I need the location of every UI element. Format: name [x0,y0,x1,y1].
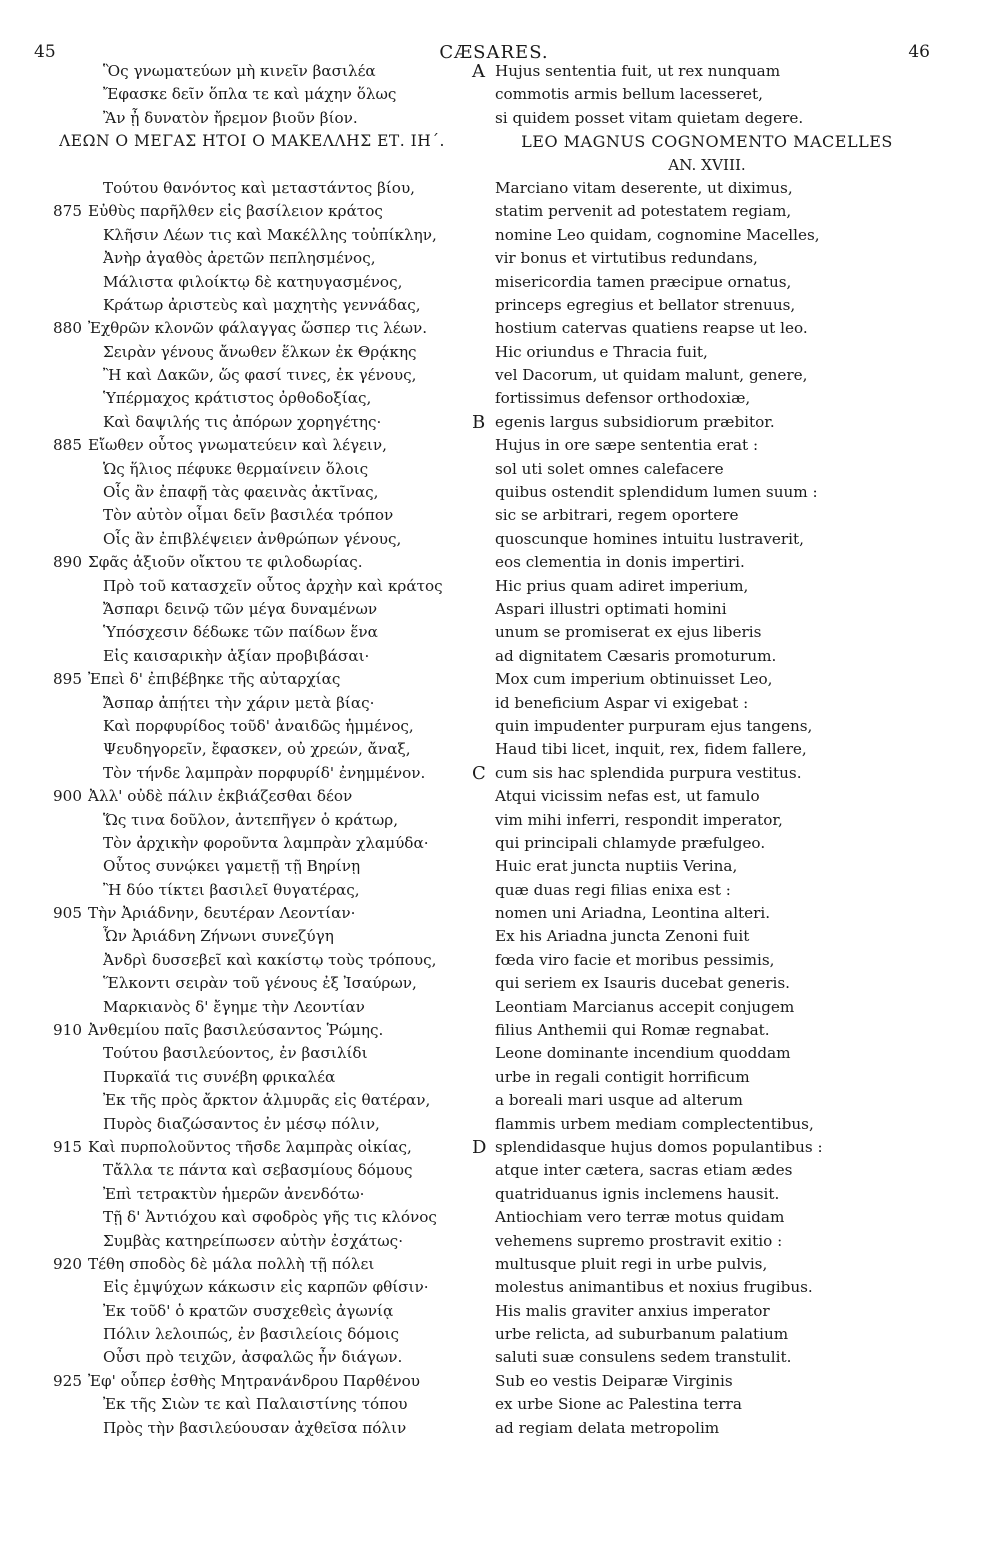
verse-number: 895 [53,670,82,689]
latin-verse-line [472,434,942,457]
latin-verse-text: Marciano vitam deserente, ut diximus, [495,178,793,197]
greek-verse-text: Ἐκ τῆς πρὸς ἄρκτον ἁλμυρᾶς εἰς θατέραν, [103,1091,431,1110]
greek-intro-line [32,60,472,83]
greek-verse-line [32,1042,472,1065]
greek-verse-line [32,387,472,410]
latin-verse-line [472,247,942,270]
greek-verse-text: Ἐκ τῆς Σιὼν τε καὶ Παλαιστίνης τόπου [103,1395,408,1414]
latin-verse-text: qui seriem ex Isauris ducebat generis. [495,974,790,993]
greek-verse-line [32,621,472,644]
greek-verse-line [32,1230,472,1253]
greek-verse-line [32,481,472,504]
greek-verse-line [32,411,472,434]
greek-verse-line [32,832,472,855]
latin-section-title-row [472,130,942,153]
greek-verse-line [32,1417,472,1440]
greek-verse-text: Σφᾶς ἀξιοῦν οἴκτου τε φιλοδωρίας. [88,553,363,572]
latin-verse-line [472,972,942,995]
latin-verse-line [472,1089,942,1112]
latin-verse-line [472,715,942,738]
margin-letter: B [472,411,486,433]
latin-verse-text: Huic erat juncta nuptiis Verina, [495,857,738,876]
verse-number: 890 [53,553,82,572]
greek-verse-line [32,949,472,972]
latin-verse-line [472,1393,942,1416]
latin-verse-line [472,832,942,855]
latin-verse-text: urbe in regali contigit horrificum [495,1067,750,1086]
latin-verse-line [472,1042,942,1065]
latin-verse-text: Antiochiam vero terræ motus quidam [495,1208,785,1227]
greek-verse-line [32,925,472,948]
latin-verse-line [472,645,942,668]
latin-verse-text: saluti suæ consulens sedem transtulit. [495,1348,792,1367]
latin-verse-line [472,551,942,574]
latin-verse-text: Ex his Ariadna juncta Zenoni fuit [495,927,750,946]
greek-verse-text: Ὡς ἥλιος πέφυκε θερμαίνειν ὅλοις [103,459,369,478]
greek-verse-line [32,504,472,527]
page-number-right: 46 [908,42,930,62]
latin-verse-line [472,785,942,808]
latin-verse-line [472,364,942,387]
latin-verse-text: id beneficium Aspar vi exigebat : [495,693,749,712]
latin-verse-line [472,809,942,832]
latin-verse-text: Hic prius quam adiret imperium, [495,576,749,595]
latin-verse-text: commotis armis bellum lacesseret, [495,85,763,104]
greek-verse-text: Ὃς γνωματεύων μὴ κινεῖν βασιλέα [103,62,376,80]
latin-verse-line [472,1113,942,1136]
greek-verse-text: Εἴωθεν οὗτος γνωματεύειν καὶ λέγειν, [88,436,387,455]
greek-verse-text: Τούτου θανόντος καὶ μεταστάντος βίου, [103,178,416,197]
greek-verse-line [32,434,472,457]
latin-verse-line [472,271,942,294]
latin-verse-text: quoscunque homines intuitu lustraverit, [495,529,804,548]
greek-verse-text: Τούτου βασιλεύοντος, ἐν βασιλίδι [103,1044,368,1063]
latin-verse-text: Mox cum imperium obtinuisset Leo, [495,670,773,689]
greek-verse-text: Τέθη σποδὸς δὲ μάλα πολλὴ τῇ πόλει [88,1254,375,1273]
latin-verse-line [472,200,942,223]
greek-verse-line [32,1136,472,1159]
latin-verse-line [472,458,942,481]
latin-verse-text: si quidem posset vitam quietam degere. [495,108,804,127]
latin-verse-text: vir bonus et virtutibus redundans, [495,249,758,268]
latin-verse-text: sic se arbitrari, regem oportere [495,506,739,525]
greek-verse-text: Οὖσι πρὸ τειχῶν, ἀσφαλῶς ἦν διάγων. [103,1348,403,1367]
greek-verse-line [32,762,472,785]
verse-number: 910 [53,1021,82,1040]
latin-verse-line [472,1370,942,1393]
latin-verse-text: ex urbe Sione ac Palestina terra [495,1395,742,1414]
greek-verse-text: Ἢ καὶ Δακῶν, ὥς φασί τινες, ἐκ γένους, [103,366,417,385]
greek-verse-text: Ἐκ τοῦδ' ὁ κρατῶν συσχεθεὶς ἀγωνίᾳ [103,1301,394,1320]
latin-intro-line [472,83,942,106]
margin-letter: C [472,762,486,784]
greek-verse-text: Ἔφασκε δεῖν ὅπλα τε καὶ μάχην ὅλως [103,85,397,104]
latin-verse-line [472,294,942,317]
greek-verse-text: Ἀνθεμίου παῖς βασιλεύσαντος Ῥώμης. [88,1021,384,1040]
latin-verse-text: Leontiam Marcianus accepit conjugem [495,997,795,1016]
greek-verse-line [32,1393,472,1416]
verse-number: 915 [53,1137,82,1156]
greek-verse-text: Καὶ πορφυρίδος τοῦδ' ἀναιδῶς ἡμμένος, [103,716,414,735]
latin-section-title: LEO MAGNUS COGNOMENTO MACELLES [521,132,893,152]
latin-verse-text: splendidasque hujus domos populantibus : [495,1137,823,1156]
greek-verse-text: Ἐπεὶ δ' ἐπιβέβηκε τῆς αὐταρχίας [88,670,341,689]
latin-verse-text: multusque pluit regi in urbe pulvis, [495,1254,768,1273]
latin-verse-line [472,949,942,972]
latin-verse-line [472,621,942,644]
greek-column [32,60,472,1440]
greek-verse-line [32,317,472,340]
greek-verse-text: Πόλιν λελοιπώς, ἐν βασιλείοις δόμοις [103,1325,399,1344]
greek-verse-line [32,1113,472,1136]
greek-verse-line [32,341,472,364]
latin-verse-text: vehemens supremo prostravit exitio : [495,1231,783,1250]
latin-intro-line [472,107,942,130]
greek-verse-line [32,224,472,247]
greek-verse-text: Κλῆσιν Λέων τις καὶ Μακέλλης τοὐπίκλην, [103,225,437,244]
latin-verse-text: Hujus sententia fuit, ut rex nunquam [495,62,781,80]
latin-verse-text: quæ duas regi filias enixa est : [495,880,731,899]
greek-verse-text: Ἐφ' οὗπερ ἐσθὴς Μητρανάνδρου Παρθένου [88,1371,420,1390]
verse-number: 885 [53,436,82,455]
greek-verse-line [32,551,472,574]
latin-verse-line [472,317,942,340]
latin-verse-line [472,224,942,247]
greek-verse-line [32,528,472,551]
latin-verse-text: nomen uni Ariadna, Leontina alteri. [495,904,771,923]
latin-verse-line [472,341,942,364]
latin-column [472,60,942,1440]
latin-verse-text: quibus ostendit splendidum lumen suum : [495,483,818,502]
latin-verse-line [472,504,942,527]
greek-verse-line [32,1300,472,1323]
greek-verse-line [32,271,472,294]
latin-verse-text: molestus animantibus et noxius frugibus. [495,1278,813,1297]
verse-number: 880 [53,319,82,338]
greek-verse-line [32,458,472,481]
greek-verse-text: Ἀνὴρ ἀγαθὸς ἀρετῶν πεπλησμένος, [103,249,376,268]
greek-verse-text: Ἐχθρῶν κλονῶν φάλαγγας ὥσπερ τις λέων. [88,319,428,338]
latin-section-subtitle: AN. XVIII. [668,155,746,174]
page-number-left: 45 [34,42,56,62]
greek-verse-line [32,1066,472,1089]
latin-verse-line [472,902,942,925]
greek-verse-text: Εἰς ἐμψύχων κάκωσιν εἰς καρπῶν φθίσιν· [103,1278,429,1297]
greek-verse-line [32,855,472,878]
latin-verse-text: urbe relicta, ad suburbanum palatium [495,1325,789,1344]
latin-verse-line [472,1417,942,1440]
greek-verse-text: Οἷς ἂν ἐπαφῇ τὰς φαεινὰς ἀκτῖνας, [103,483,379,502]
latin-intro-line [472,60,942,83]
latin-verse-line [472,1019,942,1042]
greek-verse-text: Ἀλλ' οὐδὲ πάλιν ἐκβιάζεσθαι δέον [88,787,353,806]
greek-verse-line [32,1159,472,1182]
greek-verse-text: Οὗτος συνῴκει γαμετῇ τῇ Βηρίνῃ [103,857,361,876]
greek-verse-text: Τἄλλα τε πάντα καὶ σεβασμίους δόμους [103,1161,413,1180]
latin-verse-text: quin impudenter purpuram ejus tangens, [495,716,813,735]
greek-verse-line [32,1183,472,1206]
greek-verse-line [32,996,472,1019]
latin-verse-line [472,762,942,785]
greek-verse-line [32,1346,472,1369]
greek-verse-text: Πυρκαϊά τις συνέβη φρικαλέα [103,1067,336,1086]
latin-verse-text: hostium catervas quatiens reapse ut leo. [495,319,808,338]
latin-verse-line [472,1206,942,1229]
latin-verse-text: statim pervenit ad potestatem regiam, [495,202,792,221]
greek-verse-line [32,1323,472,1346]
latin-verse-text: filius Anthemii qui Romæ regnabat. [495,1021,770,1040]
greek-verse-text: Πρὸς τὴν βασιλεύουσαν ἀχθεῖσα πόλιν [103,1418,407,1437]
latin-verse-text: vel Dacorum, ut quidam malunt, genere, [495,366,808,385]
latin-verse-text: flammis urbem mediam complectentibus, [495,1114,814,1133]
verse-number: 920 [53,1254,82,1273]
margin-letter: D [472,1136,487,1158]
greek-verse-line [32,902,472,925]
greek-verse-text: Εὐθὺς παρῆλθεν εἰς βασίλειον κράτος [88,202,383,221]
greek-verse-text: Ὥς τινα δοῦλον, ἀντεπῆγεν ὁ κράτωρ, [103,810,399,829]
latin-verse-line [472,575,942,598]
greek-intro-line [32,83,472,106]
greek-verse-text: Ἂν ᾖ δυνατὸν ἤρεμον βιοῦν βίον. [103,108,358,127]
latin-verse-line [472,177,942,200]
greek-verse-line [32,785,472,808]
greek-verse-text: Κράτωρ ἀριστεὺς καὶ μαχητὴς γεννάδας, [103,295,421,314]
latin-verse-line [472,387,942,410]
margin-letter: A [472,61,485,82]
greek-verse-line [32,1089,472,1112]
greek-verse-text: Ὧν Ἀριάδνη Ζήνωνι συνεζύγη [103,927,334,946]
greek-verse-text: Ἄσπαρ ἀπῄτει τὴν χάριν μετὰ βίας· [103,693,375,712]
greek-section-title-row [32,130,472,153]
verse-number: 875 [53,202,82,221]
latin-verse-text: atque inter cætera, sacras etiam ædes [495,1161,793,1180]
greek-verse-text: Εἰς καισαρικὴν ἀξίαν προβιβάσαι· [103,646,370,665]
greek-verse-text: Καὶ πυρπολοῦντος τῆσδε λαμπρὰς οἰκίας, [88,1137,412,1156]
latin-verse-text: egenis largus subsidiorum præbitor. [495,412,775,431]
latin-verse-line [472,925,942,948]
greek-verse-line [32,1276,472,1299]
greek-verse-text: Τῇ δ' Ἀντιόχου καὶ σφοδρὸς γῆς τις κλόνος [103,1208,437,1227]
greek-verse-text: Ἢ δύο τίκτει βασιλεῖ θυγατέρας, [103,880,360,899]
latin-verse-line [472,1346,942,1369]
latin-verse-line [472,1300,942,1323]
latin-verse-text: vim mihi inferri, respondit imperator, [495,810,783,829]
greek-verse-text: Ἀνδρὶ δυσσεβεῖ καὶ κακίστῳ τοὺς τρόπους, [103,950,437,969]
greek-section-title: ΛΕΩΝ Ο ΜΕΓΑΣ ΗΤΟΙ Ο ΜΑΚΕΛΛΗΣ ΕΤ. ΙΗ΄. [59,132,445,151]
greek-verse-text: Τὸν αὐτὸν οἶμαι δεῖν βασιλέα τρόπον [103,506,394,525]
greek-verse-text: Πυρὸς διαζώσαντος ἐν μέσῳ πόλιν, [103,1114,380,1133]
latin-verse-text: Aspari illustri optimati homini [495,599,727,618]
greek-verse-text: Μαρκιανὸς δ' ἔγημε τὴν Λεοντίαν [103,997,365,1016]
latin-verse-line [472,598,942,621]
greek-verse-line [32,715,472,738]
greek-verse-text: Συμβὰς κατηρείπωσεν αὐτὴν ἐσχάτως· [103,1231,404,1250]
greek-verse-text: Ὑπόσχεσιν δέδωκε τῶν παίδων ἕνα [103,623,378,642]
latin-verse-line [472,411,942,434]
latin-verse-text: Sub eo vestis Deiparæ Virginis [495,1371,733,1390]
greek-verse-text: Τὴν Ἀριάδνην, δευτέραν Λεοντίαν· [88,904,356,923]
latin-verse-line [472,1136,942,1159]
latin-verse-text: ad regiam delata metropolim [495,1418,720,1437]
greek-verse-text: Τὸν τήνδε λαμπρὰν πορφυρίδ' ἐνημμένον. [103,763,426,782]
latin-verse-text: ad dignitatem Cæsaris promoturum. [495,646,777,665]
greek-verse-text: Ψευδηγορεῖν, ἔφασκεν, οὐ χρεών, ἄναξ, [103,740,411,759]
latin-verse-line [472,1159,942,1182]
greek-verse-line [32,364,472,387]
latin-verse-line [472,1253,942,1276]
greek-verse-text: Ἐπὶ τετρακτὺν ἡμερῶν ἀνενδότω· [103,1184,365,1203]
latin-verse-line [472,528,942,551]
verse-number: 900 [53,787,82,806]
latin-verse-line [472,1276,942,1299]
latin-verse-text: eos clementia in donis impertiri. [495,553,745,572]
greek-verse-line [32,247,472,270]
greek-verse-line [32,692,472,715]
greek-verse-line [32,1370,472,1393]
greek-verse-line [32,972,472,995]
spacer [32,154,472,177]
latin-verse-text: princeps egregius et bellator strenuus, [495,295,796,314]
greek-verse-line [32,879,472,902]
greek-verse-line [32,1019,472,1042]
greek-verse-text: Καὶ δαψιλής τις ἀπόρων χορηγέτης· [103,412,382,431]
verse-number: 925 [53,1371,82,1390]
latin-verse-text: sol uti solet omnes calefacere [495,459,724,478]
latin-verse-text: qui principali chlamyde præfulgeo. [495,833,766,852]
running-title: CÆSARES. [439,42,549,63]
greek-verse-line [32,294,472,317]
latin-verse-text: fortissimus defensor orthodoxiæ, [495,389,751,408]
latin-verse-text: Leone dominante incendium quoddam [495,1044,791,1063]
greek-verse-text: Ἕλκοντι σειρὰν τοῦ γένους ἐξ Ἰσαύρων, [103,974,417,993]
latin-verse-line [472,1230,942,1253]
greek-verse-text: Τὸν ἀρχικὴν φοροῦντα λαμπρὰν χλαμύδα· [103,833,429,852]
verse-number: 905 [53,904,82,923]
latin-verse-text: misericordia tamen præcipue ornatus, [495,272,792,291]
latin-verse-line [472,1323,942,1346]
latin-section-subtitle-row [472,154,942,177]
latin-verse-text: Haud tibi licet, inquit, rex, fidem fallere, [495,740,807,759]
greek-verse-text: Πρὸ τοῦ κατασχεῖν οὗτος ἀρχὴν καὶ κράτος [103,576,443,595]
greek-verse-line [32,1206,472,1229]
greek-verse-text: Οἷς ἂν ἐπιβλέψειεν ἀνθρώπων γένους, [103,529,402,548]
latin-verse-line [472,855,942,878]
greek-verse-text: Ἄσπαρι δεινῷ τῶν μέγα δυναμένων [103,599,378,618]
latin-verse-line [472,668,942,691]
latin-verse-line [472,1066,942,1089]
latin-verse-line [472,996,942,1019]
latin-verse-text: Hic oriundus e Thracia fuit, [495,342,708,361]
latin-verse-text: Atqui vicissim nefas est, ut famulo [495,787,760,806]
greek-verse-line [32,809,472,832]
greek-verse-line [32,575,472,598]
latin-verse-line [472,692,942,715]
greek-verse-line [32,668,472,691]
greek-verse-line [32,200,472,223]
latin-verse-text: His malis graviter anxius imperator [495,1301,770,1320]
latin-verse-line [472,1183,942,1206]
greek-verse-line [32,645,472,668]
latin-verse-text: Hujus in ore sæpe sententia erat : [495,436,759,455]
greek-verse-line [32,177,472,200]
latin-verse-text: fœda viro facie et moribus pessimis, [495,950,775,969]
greek-verse-line [32,1253,472,1276]
greek-verse-line [32,738,472,761]
latin-verse-text: nomine Leo quidam, cognomine Macelles, [495,225,820,244]
latin-verse-text: cum sis hac splendida purpura vestitus. [495,763,802,782]
latin-verse-text: a boreali mari usque ad alterum [495,1091,743,1110]
greek-verse-line [32,598,472,621]
greek-verse-text: Σειρὰν γένους ἄνωθεν ἕλκων ἐκ Θρᾴκης [103,342,417,361]
latin-verse-line [472,738,942,761]
latin-verse-line [472,879,942,902]
greek-verse-text: Ὑπέρμαχος κράτιστος ὀρθοδοξίας, [103,389,372,408]
latin-verse-text: quatriduanus ignis inclemens hausit. [495,1184,780,1203]
greek-verse-text: Μάλιστα φιλοίκτῳ δὲ κατηυγασμένος, [103,272,403,291]
latin-verse-line [472,481,942,504]
latin-verse-text: unum se promiserat ex ejus liberis [495,623,762,642]
greek-intro-line [32,107,472,130]
